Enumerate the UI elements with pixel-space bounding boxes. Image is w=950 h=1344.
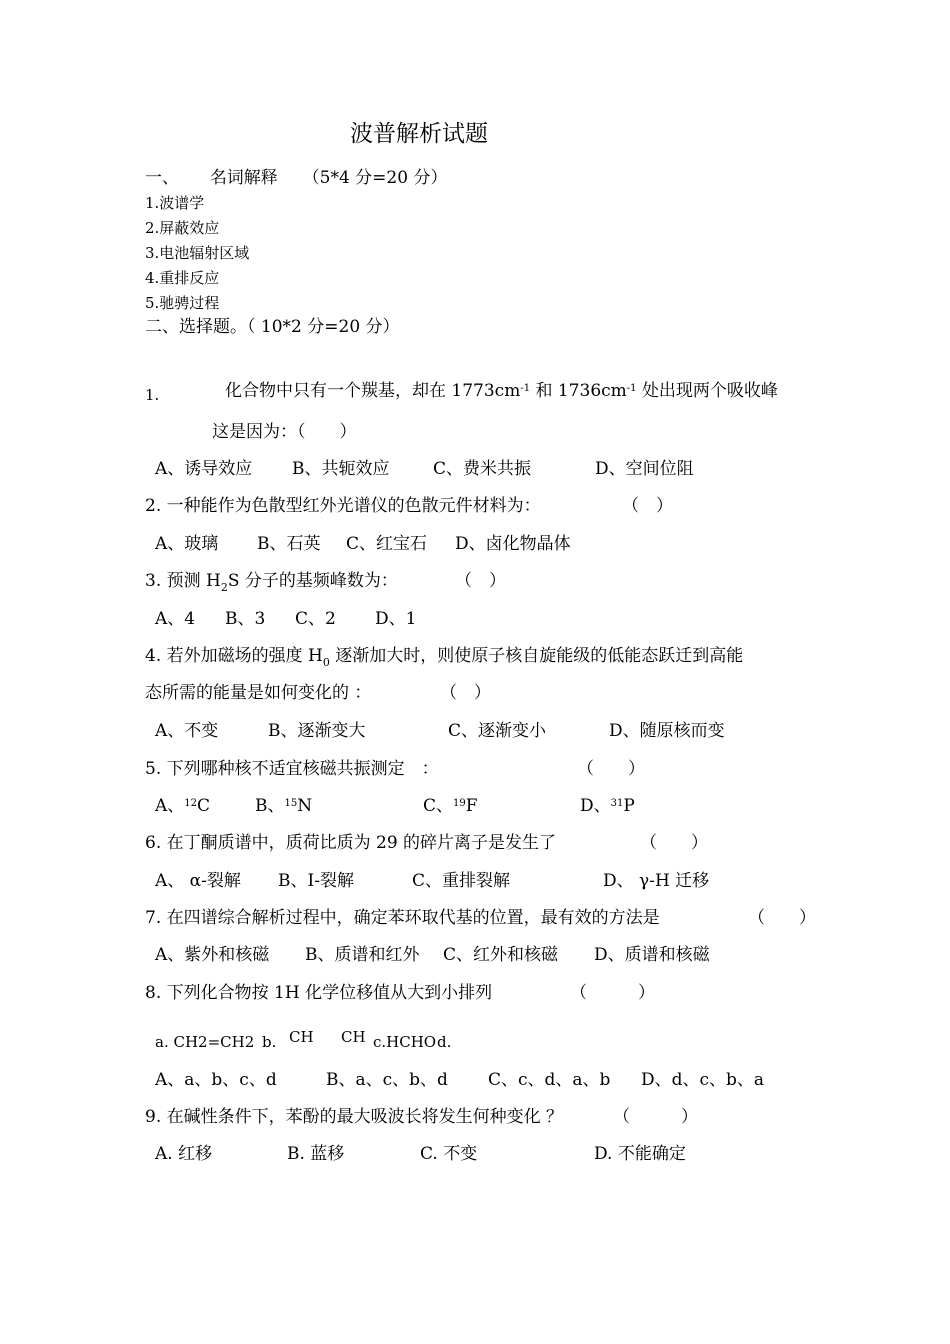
- q3-option-c: C、2: [295, 609, 336, 629]
- section1-score: （5*4 分=20 分）: [302, 168, 448, 188]
- q6-text: 6. 在丁酮质谱中，质荷比质为 29 的碎片离子是发生了: [145, 833, 557, 853]
- q9-text: 9. 在碱性条件下，苯酚的最大吸波长将发生何种变化 ？: [145, 1107, 564, 1127]
- term-item-2: 2.屏蔽效应: [145, 219, 220, 237]
- q4-text-line2: 态所需的能量是如何变化的 ：: [145, 683, 372, 703]
- q8-compound-d: d.: [437, 1033, 452, 1051]
- q4-text: 4. 若外加磁场的强度 $H_0$ 逐渐加大时，则使原子核自旋能级的低能态跃迁到高能: [145, 646, 744, 669]
- q5-blank: （ ）: [577, 759, 645, 779]
- q7-option-b: B、质谱和红外: [305, 945, 420, 965]
- q1-text-line2: 这是因为：（ ）: [212, 422, 357, 442]
- q8-compound-a: a. CH2=CH2: [155, 1033, 255, 1051]
- q4-option-b: B、逐渐变大: [268, 721, 366, 741]
- q1-text: 化合物中只有一个羰基，却在 $1773cm^{-1}$ 和 $1736cm^{-1}$ 处出现两个吸收峰: [225, 381, 778, 401]
- q3-option-a: A、4: [155, 609, 196, 629]
- q9-blank: （ ）: [613, 1107, 698, 1127]
- q1-option-d: D、空间位阻: [595, 459, 694, 479]
- term-item-5: 5.驰骋过程: [145, 294, 220, 312]
- term-item-1: 1.波谱学: [145, 194, 205, 212]
- q2-blank: （ ）: [622, 496, 673, 516]
- q4-option-a: A、不变: [155, 721, 219, 741]
- page-title: 波普解析试题: [350, 121, 488, 147]
- q1-number: 1.: [145, 386, 160, 404]
- q8-text: 8. 下列化合物按 1H 化学位移值从大到小排列: [145, 983, 493, 1003]
- q4-blank: （ ）: [440, 683, 491, 703]
- section1-number: 一、: [145, 168, 179, 188]
- q4-option-c: C、逐渐变小: [448, 721, 547, 741]
- q9-option-c: C. 不变: [420, 1144, 478, 1164]
- q5-option-a: A、$^{12}$C: [155, 796, 211, 816]
- q8-compound-b-ch1: CH: [289, 1028, 314, 1046]
- q8-compound-c: c.HCHO: [373, 1033, 437, 1051]
- q3-option-b: B、3: [225, 609, 266, 629]
- q7-option-d: D、质谱和核磁: [594, 945, 710, 965]
- q7-blank: （ ）: [748, 908, 816, 928]
- q2-text: 2. 一种能作为色散型红外光谱仪的色散元件材料为：: [145, 496, 541, 516]
- q5-option-d: D、$^{31}$P: [580, 796, 635, 816]
- q9-option-b: B. 蓝移: [287, 1144, 345, 1164]
- q2-option-b: B、石英: [257, 534, 321, 554]
- q5-option-c: C、$^{19}$F: [423, 796, 478, 816]
- q3-text: 3. 预测 $H_2S$ 分子的基频峰数为：: [145, 571, 398, 594]
- q9-option-a: A. 红移: [155, 1144, 213, 1164]
- q3-option-d: D、1: [375, 609, 417, 629]
- q8-option-c: C、c、d、a、b: [488, 1070, 611, 1090]
- q4-option-d: D、随原核而变: [609, 721, 725, 741]
- q5-text: 5. 下列哪种核不适宜核磁共振测定 ：: [145, 759, 439, 779]
- q6-option-d: D、 γ-H 迁移: [603, 871, 710, 891]
- q2-option-c: C、红宝石: [346, 534, 428, 554]
- q6-option-c: C、重排裂解: [412, 871, 511, 891]
- q7-option-c: C、红外和核磁: [443, 945, 559, 965]
- q7-option-a: A、紫外和核磁: [155, 945, 270, 965]
- q8-compound-b-ch2: CH: [341, 1028, 366, 1046]
- q9-option-d: D. 不能确定: [594, 1144, 686, 1164]
- q6-option-a: A、 α-裂解: [155, 871, 241, 891]
- q2-option-a: A、玻璃: [155, 534, 219, 554]
- q8-compound-b-label: b.: [262, 1033, 277, 1051]
- term-item-4: 4.重排反应: [145, 269, 220, 287]
- q8-option-d: D、d、c、b、a: [641, 1070, 765, 1090]
- section1-heading: [145, 167, 447, 189]
- section1-label: 名词解释: [209, 168, 278, 188]
- q2-option-d: D、卤化物晶体: [455, 534, 571, 554]
- term-item-3: 3.电池辐射区域: [145, 244, 250, 262]
- section2-heading: 二、选择题。（ 10*2 分=20 分）: [145, 317, 400, 337]
- q8-option-b: B、a、c、b、d: [326, 1070, 448, 1090]
- q6-option-b: B、I-裂解: [278, 871, 354, 891]
- q8-option-a: A、a、b、c、d: [155, 1070, 277, 1090]
- q5-option-b: B、$^{15}$N: [255, 796, 313, 816]
- q8-blank: （ ）: [570, 983, 655, 1003]
- q1-option-c: C、费米共振: [433, 459, 532, 479]
- q1-option-a: A、诱导效应: [155, 459, 253, 479]
- q3-blank: （ ）: [455, 571, 506, 591]
- q6-blank: （ ）: [640, 833, 708, 853]
- q7-text: 7. 在四谱综合解析过程中，确定苯环取代基的位置，最有效的方法是: [145, 908, 660, 928]
- q1-option-b: B、共轭效应: [292, 459, 390, 479]
